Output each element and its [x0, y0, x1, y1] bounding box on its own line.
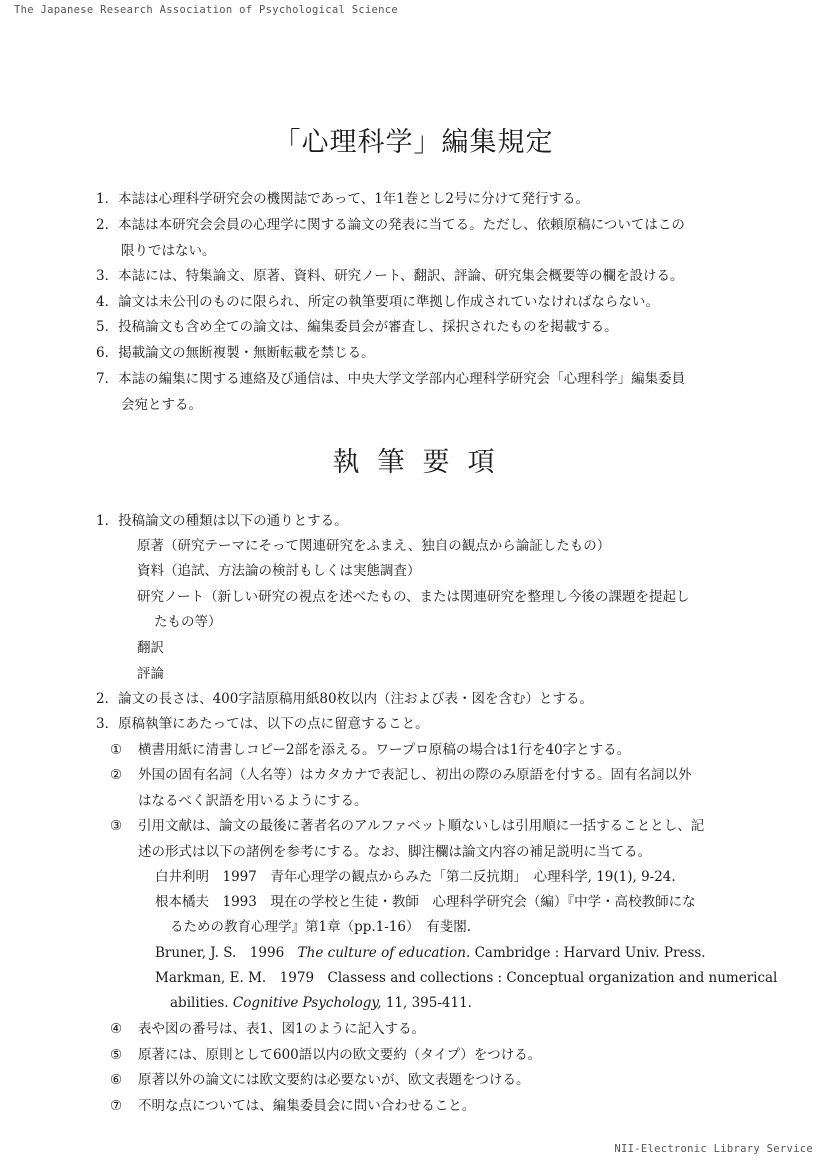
item-number: 2． — [96, 217, 119, 233]
sub-item-7 — [110, 1096, 475, 1118]
regulation-item-5 — [96, 317, 618, 339]
paper-type-translation: 翻訳 — [137, 640, 164, 656]
item-text: 本誌の編集に関する連絡及び通信は、中央大学文学部内心理科学研究会「心理科学」編集委員 — [118, 371, 686, 387]
regulation-item-6 — [96, 343, 375, 365]
item-text: 掲載論文の無断複製・無断転載を禁じる。 — [118, 345, 375, 361]
item-text: 論文の長さは、400字詰原稿用紙80枚以内（注および表・図を含む）とする。 — [118, 691, 594, 707]
sub-item-text: 表や図の番号は、表1、図1のように記入する。 — [138, 1021, 426, 1037]
regulation-item-4 — [96, 292, 659, 314]
regulation-item-7 — [96, 369, 685, 391]
sub-item-mark: ⑦ — [110, 1098, 123, 1114]
sub-item-2-cont: はなるべく訳語を用いるようにする。 — [138, 793, 368, 809]
sub-item-3-cont: 述の形式は以下の諸例を参考にする。なお、脚注欄は論文内容の補足説明に当てる。 — [138, 844, 651, 860]
sub-item-text: 引用文献は、論文の最後に著者名のアルファベット順ないしは引用順に一括することとし、記 — [138, 818, 705, 834]
regulation-item-7-cont: 会宛とする。 — [121, 397, 202, 413]
paper-type-review: 評論 — [137, 666, 164, 682]
sub-item-5 — [110, 1045, 541, 1067]
reference-bruner — [155, 943, 706, 965]
sub-item-mark: ① — [110, 742, 123, 758]
item-number: 3． — [96, 268, 119, 284]
sub-item-4 — [110, 1019, 425, 1041]
sub-item-text: 原著以外の論文には欧文要約は必要ないが、欧文表題をつける。 — [138, 1072, 530, 1088]
reference-markman-cont — [170, 993, 472, 1015]
regulations-title: 「心理科学」編集規定 — [273, 127, 554, 158]
item-number: 1． — [96, 513, 119, 529]
item-number: 5． — [96, 319, 119, 335]
sub-item-mark: ④ — [110, 1021, 123, 1037]
header-watermark: The Japanese Research Association of Psychological Science — [14, 4, 399, 16]
item-text: 論文は未公刊のものに限られ、所定の執筆要項に準拠し作成されていなければならない。 — [118, 294, 659, 310]
sub-item-text: 原著には、原則として600語以内の欧文要約（タイプ）をつける。 — [138, 1047, 542, 1063]
paper-type-note: 研究ノート（新しい研究の視点を述べたもの、または関連研究を整理し今後の課題を提起し — [137, 589, 690, 605]
reference-nemoto: 根本橘夫 1993 現在の学校と生徒・教師 心理科学研究会（編）『中学・高校教師にな — [155, 894, 696, 910]
ref-journal: Cognitive Psychology, — [232, 995, 382, 1011]
item-text: 本誌は本研究会会員の心理学に関する論文の発表に当てる。ただし、依頼原稿についてはこの — [118, 217, 685, 233]
reference-shirai: 白井利明 1997 青年心理学の観点からみた「第二反抗期」 心理科学, 19(1), 9-24. — [155, 869, 676, 885]
guideline-item-3 — [96, 714, 429, 736]
sub-item-text: 横書用紙に清書しコピー2部を添える。ワープロ原稿の場合は1行を40字とする。 — [138, 742, 631, 758]
item-text: 本誌は心理科学研究会の機関誌であって、1年1巻とし2号に分けて発行する。 — [118, 191, 589, 207]
sub-item-mark: ② — [110, 767, 123, 783]
sub-item-mark: ⑥ — [110, 1072, 123, 1088]
ref-title: abilities. — [170, 995, 233, 1011]
guidelines-title: 執筆要項 — [332, 447, 513, 478]
item-number: 1． — [96, 191, 119, 207]
reference-markman: Markman, E. M. 1979 Classess and collections : Conceptual organization and numerical — [155, 970, 778, 986]
guideline-item-1 — [96, 511, 348, 533]
sub-item-1 — [110, 740, 630, 762]
ref-author: Bruner, J. S. 1996 — [155, 945, 298, 961]
item-number: 2． — [96, 691, 119, 707]
regulation-item-3 — [96, 266, 683, 288]
paper-type-material: 資料（追試、方法論の検討もしくは実態調査） — [137, 563, 421, 579]
item-text: 投稿論文の種類は以下の通りとする。 — [118, 513, 348, 529]
item-text: 投稿論文も含め全ての論文は、編集委員会が審査し、採択されたものを掲載する。 — [118, 319, 618, 335]
sub-item-mark: ③ — [110, 818, 123, 834]
sub-item-text: 不明な点については、編集委員会に問い合わせること。 — [138, 1098, 476, 1114]
sub-item-mark: ⑤ — [110, 1047, 123, 1063]
sub-item-3 — [110, 816, 704, 838]
paper-type-note-cont: たもの等） — [154, 614, 222, 630]
footer-watermark: NII-Electronic Library Service — [614, 1143, 813, 1155]
ref-publisher: Cambridge : Harvard Univ. Press. — [470, 945, 706, 961]
sub-item-text: 外国の固有名詞（人名等）はカタカナで表記し、初出の際のみ原語を付する。固有名詞以外 — [138, 767, 692, 783]
ref-pages: 11, 395-411. — [381, 995, 472, 1011]
item-number: 3． — [96, 716, 119, 732]
sub-item-6 — [110, 1070, 530, 1092]
item-number: 6． — [96, 345, 119, 361]
regulation-item-2-cont: 限りではない。 — [121, 243, 216, 259]
item-number: 7． — [96, 371, 119, 387]
regulation-item-1 — [96, 189, 589, 211]
sub-item-2 — [110, 765, 692, 787]
reference-nemoto-cont: るための教育心理学』第1章（pp.1-16） 有斐閣. — [170, 919, 472, 935]
item-text: 原稿執筆にあたっては、以下の点に留意すること。 — [118, 716, 429, 732]
item-number: 4． — [96, 294, 119, 310]
guideline-item-2 — [96, 689, 593, 711]
item-text: 本誌には、特集論文、原著、資料、研究ノート、翻訳、評論、研究集会概要等の欄を設ける。 — [118, 268, 684, 284]
regulation-item-2 — [96, 215, 685, 237]
ref-title: The culture of education. — [297, 945, 471, 961]
paper-type-original: 原著（研究テーマにそって関連研究をふまえ、独自の観点から論証したもの） — [137, 538, 611, 554]
